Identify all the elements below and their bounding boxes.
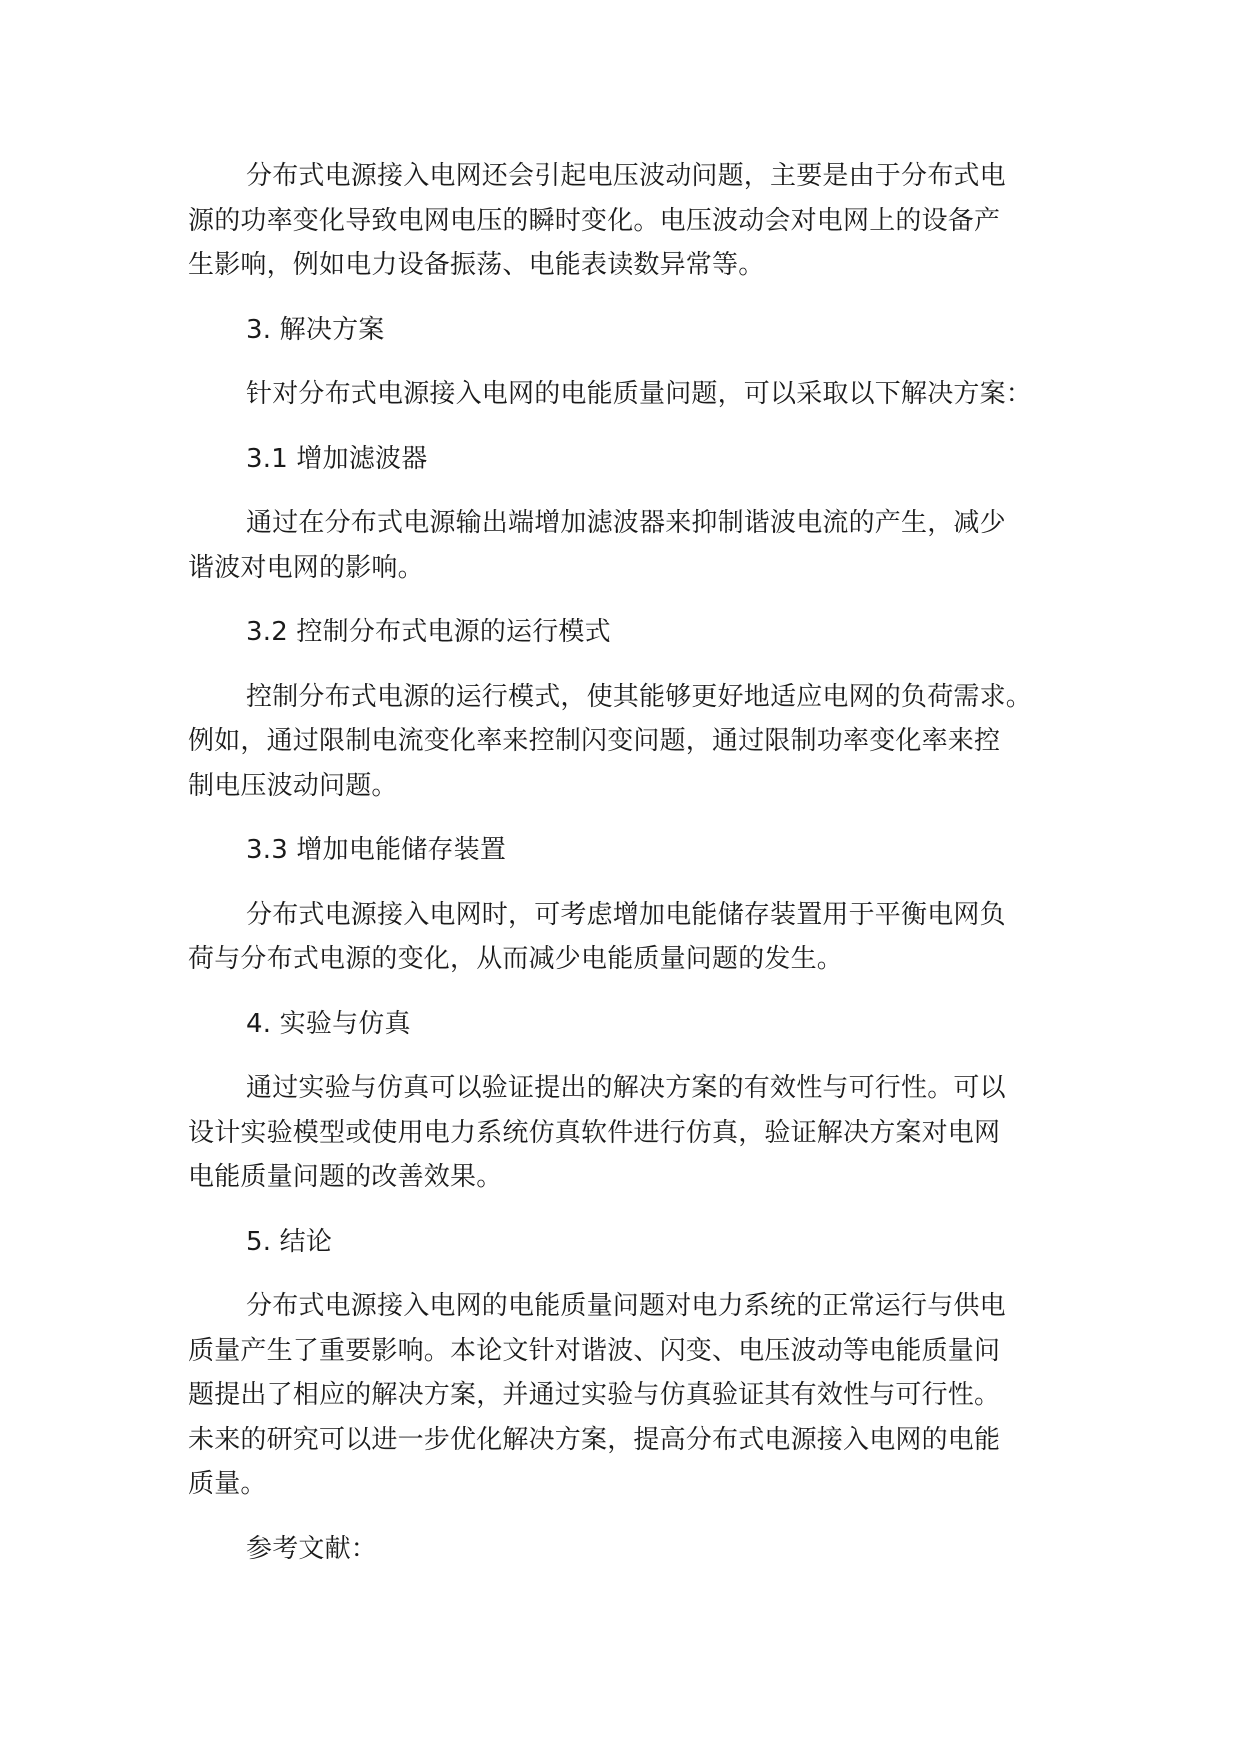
text-line: 质量。 xyxy=(188,1469,267,1499)
paragraph-voltage-fluctuation xyxy=(188,154,1068,288)
subsection-heading-filter: 3.1 增加滤波器 xyxy=(246,443,428,474)
text-line: 控制分布式电源的运行模式，使其能够更好地适应电网的负荷需求。 xyxy=(246,681,1033,712)
paragraph-filter xyxy=(188,501,1068,590)
paragraph-energy-storage xyxy=(188,893,1068,982)
text-line: 设计实验模型或使用电力系统仿真软件进行仿真，验证解决方案对电网 xyxy=(188,1117,1001,1148)
text-line: 质量产生了重要影响。本论文针对谐波、闪变、电压波动等电能质量问 xyxy=(188,1335,1001,1366)
paragraph-solutions-intro xyxy=(188,372,1068,417)
text-line: 分布式电源接入电网还会引起电压波动问题，主要是由于分布式电 xyxy=(246,161,1006,191)
text-line: 制电压波动问题。 xyxy=(188,770,398,801)
section-heading-conclusion: 5. 结论 xyxy=(246,1226,333,1257)
text-line: 例如，通过限制电流变化率来控制闪变问题，通过限制功率变化率来控 xyxy=(188,726,1001,756)
document-body xyxy=(188,154,1068,1591)
text-line: 题提出了相应的解决方案，并通过实验与仿真验证其有效性与可行性。 xyxy=(188,1380,1001,1410)
paragraph-conclusion xyxy=(188,1284,1068,1507)
text-line: 源的功率变化导致电网电压的瞬时变化。电压波动会对电网上的设备产 xyxy=(188,205,1001,236)
text-line: 生影响，例如电力设备振荡、电能表读数异常等。 xyxy=(188,250,765,280)
text-line: 谐波对电网的影响。 xyxy=(188,552,424,583)
references-heading: 参考文献： xyxy=(246,1533,378,1564)
text-line: 荷与分布式电源的变化，从而减少电能质量问题的发生。 xyxy=(188,944,844,974)
paragraph-operation-mode xyxy=(188,675,1068,809)
text-line: 分布式电源接入电网时，可考虑增加电能储存装置用于平衡电网负 xyxy=(246,899,1006,930)
text-line: 电能质量问题的改善效果。 xyxy=(188,1162,503,1192)
text-line: 针对分布式电源接入电网的电能质量问题，可以采取以下解决方案： xyxy=(246,379,1033,409)
subsection-heading-energy-storage: 3.3 增加电能储存装置 xyxy=(246,835,507,865)
text-line: 分布式电源接入电网的电能质量问题对电力系统的正常运行与供电 xyxy=(246,1291,1006,1321)
subsection-heading-operation-mode: 3.2 控制分布式电源的运行模式 xyxy=(246,617,611,647)
text-line: 通过实验与仿真可以验证提出的解决方案的有效性与可行性。可以 xyxy=(246,1073,1006,1103)
section-heading-solutions: 3. 解决方案 xyxy=(246,314,385,345)
text-line: 未来的研究可以进一步优化解决方案，提高分布式电源接入电网的电能 xyxy=(188,1424,1001,1455)
paragraph-experiment xyxy=(188,1066,1068,1200)
text-line: 通过在分布式电源输出端增加滤波器来抑制谐波电流的产生，减少 xyxy=(246,508,1006,538)
section-heading-experiment: 4. 实验与仿真 xyxy=(246,1008,411,1039)
